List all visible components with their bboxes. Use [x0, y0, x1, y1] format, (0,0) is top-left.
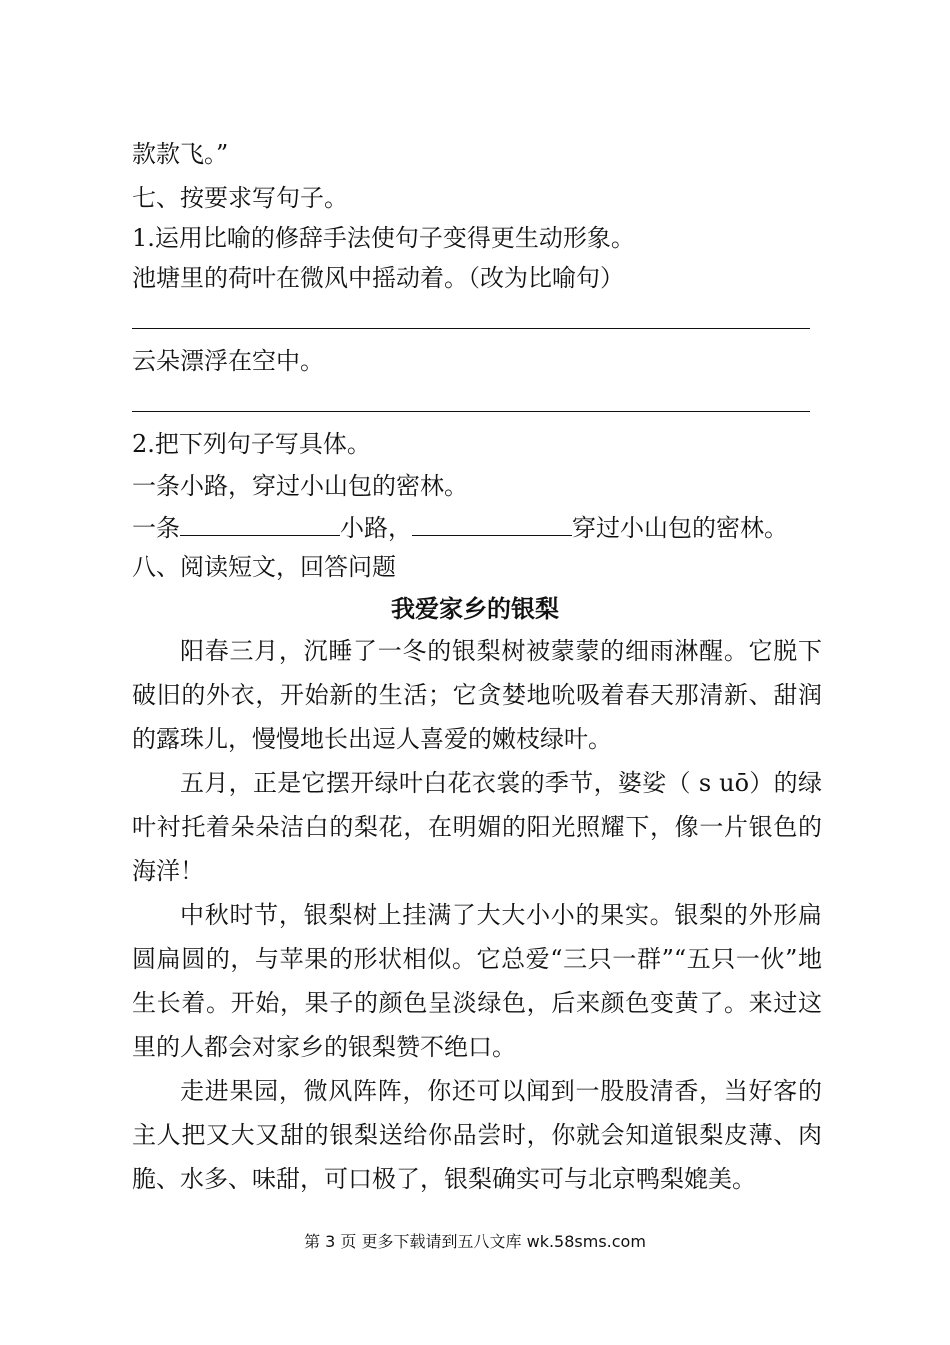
section-8-heading: 八、阅读短文，回答问题	[132, 553, 396, 581]
fill-text-2: 小路，	[340, 514, 412, 542]
question-1-sentence-b: 云朵漂浮在空中。	[132, 347, 324, 375]
text-fragment: 款款飞。”	[132, 140, 229, 168]
fill-text-3: 穿过小山包的密林。	[572, 514, 788, 542]
fill-blank-2[interactable]	[412, 513, 572, 536]
question-2-fill-in	[132, 512, 788, 544]
passage-paragraph-1: 阳春三月，沉睡了一冬的银梨树被蒙蒙的细雨淋醒。它脱下破旧的外衣，开始新的生活；它贪婪地吮吸着春天那清新、甜润的露珠儿，慢慢地长出逗人喜爱的嫩枝绿叶。	[132, 637, 822, 753]
question-1-sentence-a: 池塘里的荷叶在微风中摇动着。（改为比喻句）	[132, 264, 624, 292]
passage-title: 我爱家乡的银梨	[391, 595, 559, 623]
answer-line-1[interactable]	[132, 328, 810, 329]
question-1-prompt: 1.运用比喻的修辞手法使句子变得更生动形象。	[132, 224, 635, 252]
passage-paragraph-3: 中秋时节，银梨树上挂满了大大小小的果实。银梨的外形扁圆扁圆的，与苹果的形状相似。它总爱“三只一群”“五只一伙”地生长着。开始，果子的颜色呈淡绿色，后来颜色变黄了。来过这里的人都会对家乡的银梨赞不绝口。	[132, 901, 822, 1061]
question-2-prompt: 2.把下列句子写具体。	[132, 430, 371, 458]
fill-text-1: 一条	[132, 514, 180, 542]
fill-blank-1[interactable]	[180, 513, 340, 536]
question-2-sentence: 一条小路，穿过小山包的密林。	[132, 472, 468, 500]
passage-paragraph-2: 五月，正是它摆开绿叶白花衣裳的季节，婆娑（ s uō）的绿叶衬托着朵朵洁白的梨花，在明媚的阳光照耀下，像一片银色的海洋！	[132, 769, 822, 885]
section-7-heading: 七、按要求写句子。	[132, 184, 348, 212]
passage-paragraph-4: 走进果园，微风阵阵，你还可以闻到一股股清香，当好客的主人把又大又甜的银梨送给你品尝时，你就会知道银梨皮薄、肉脆、水多、味甜，可口极了，银梨确实可与北京鸭梨媲美。	[132, 1077, 822, 1193]
page-footer: 第 3 页 更多下载请到五八文库 wk.58sms.com	[304, 1232, 646, 1251]
answer-line-2[interactable]	[132, 411, 810, 412]
